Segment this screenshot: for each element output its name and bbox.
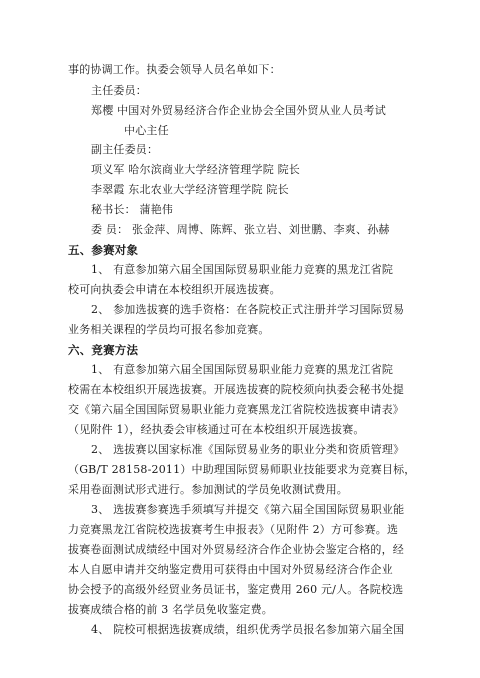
text-line: 郑樱 中国对外贸易经济合作企业协会全国外贸从业人员考试: [91, 104, 386, 117]
section-heading: 五、参赛对象: [68, 243, 139, 257]
text-line: 校可向执委会申请在本校组织开展选拔赛。: [68, 283, 281, 296]
text-line: （GB/T 28158-2011）中助理国际贸易师职业技能要求为竞赛目标，: [68, 463, 416, 476]
text-line: 副主任委员：: [91, 143, 159, 156]
text-line: 业务相关课程的学员均可报名参加竞赛。: [68, 323, 270, 336]
section-heading: 六、竞赛方法: [68, 343, 139, 357]
text-line: 拔赛卷面测试成绩经中国对外贸易经济合作企业协会鉴定合格的，经: [68, 543, 404, 556]
text-line: 3、 选拔赛参赛选手须填写并提交《第六届全国国际贸易职业能: [91, 503, 405, 516]
text-line: 委 员： 张金萍、周博、陈辉、张立岩、刘世鹏、李爽、孙赫: [91, 223, 390, 236]
text-line: 2、 参加选拔赛的选手资格：在各院校正式注册并学习国际贸易: [91, 303, 405, 316]
text-line: 1、 有意参加第六届全国国际贸易职业能力竞赛的黑龙江省院: [91, 363, 394, 376]
text-line: 秘书长： 蒲艳伟: [91, 203, 174, 216]
text-line: 项义军 哈尔滨商业大学经济管理学院 院长: [91, 163, 300, 176]
text-line: 交《第六届全国国际贸易职业能力竞赛黑龙江省院校选拔赛申请表》: [68, 403, 404, 416]
text-line: 主任委员：: [91, 84, 147, 97]
text-line: 协会授予的高级外经贸业务员证书，鉴定费用 260 元/人。各院校选: [68, 583, 404, 596]
text-line: 本人自愿申请并交纳鉴定费用可获得由中国对外贸易经济合作企业: [68, 563, 393, 576]
text-line: 4、 院校可根据选拔赛成绩，组织优秀学员报名参加第六届全国: [91, 623, 405, 636]
text-line: 中心主任: [124, 124, 169, 137]
text-line: 事的协调工作。执委会领导人员名单如下：: [68, 63, 281, 76]
text-line: 力竞赛黑龙江省院校选拔赛考生申报表》（见附件 2）方可参赛。选: [68, 523, 399, 536]
text-line: 李翠霞 东北农业大学经济管理学院 院长: [91, 183, 289, 196]
text-line: 拔赛成绩合格的前 3 名学员免收鉴定费。: [68, 603, 273, 616]
text-line: 1、 有意参加第六届全国国际贸易职业能力竞赛的黑龙江省院: [91, 263, 394, 276]
text-line: 校需在本校组织开展选拔赛。开展选拔赛的院校须向执委会秘书处提: [68, 383, 404, 396]
text-line: 采用卷面测试形式进行。参加测试的学员免收测试费用。: [68, 483, 348, 496]
text-line: 2、 选拔赛以国家标准《国际贸易业务的职业分类和资质管理》: [91, 443, 405, 456]
text-line: （见附件 1），经执委会审核通过可在本校组织开展选拔赛。: [68, 423, 365, 436]
